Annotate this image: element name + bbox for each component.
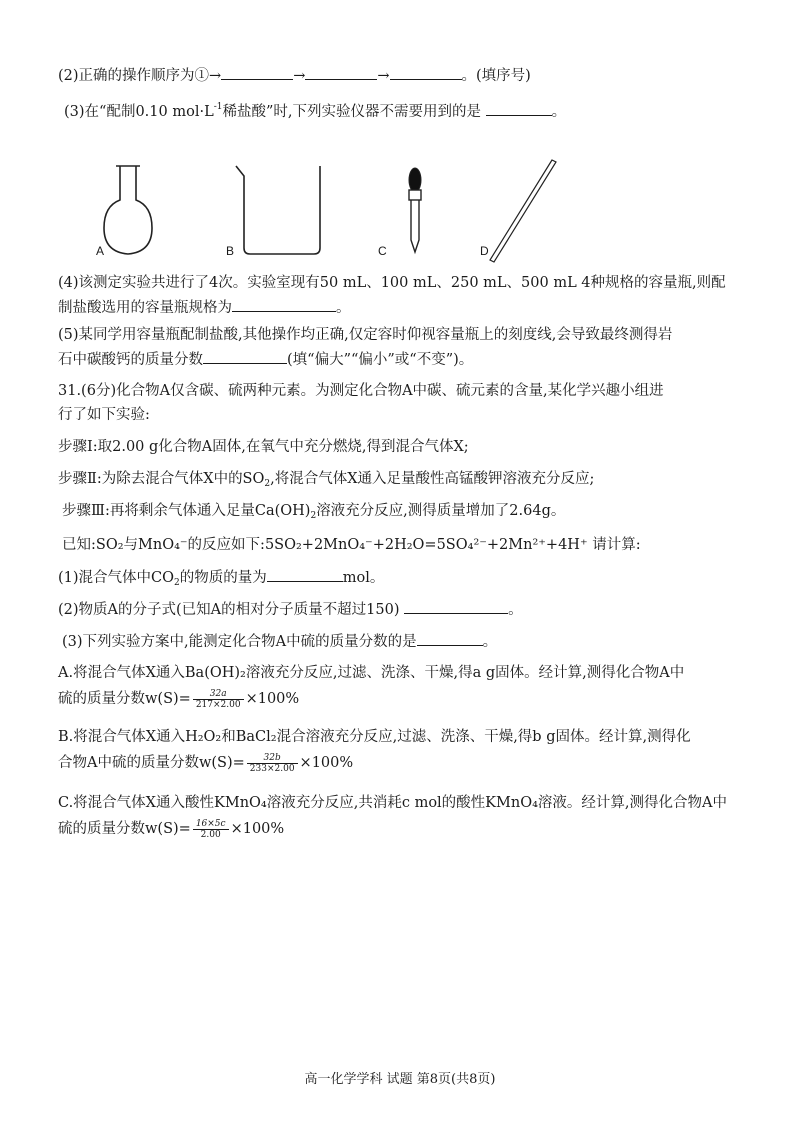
beaker-icon	[236, 166, 320, 254]
option-text: 合物A中硫的质量分数w(S)=	[58, 755, 245, 771]
option-text: A.将混合气体X通入Ba(OH)₂溶液充分反应,过滤、洗涤、干燥,得a g固体。经计算,测得化合物A中	[58, 665, 685, 681]
period: 。	[482, 634, 498, 650]
answer-blank[interactable]	[203, 348, 287, 364]
answer-blank[interactable]	[486, 100, 552, 116]
answer-blank[interactable]	[232, 296, 336, 312]
numerator: 16×5c	[193, 819, 229, 830]
part-1	[58, 566, 760, 594]
q3-text: 稀盐酸”时,下列实验仪器不需要用到的是	[222, 104, 482, 120]
answer-blank[interactable]	[390, 64, 462, 80]
answer-blank[interactable]	[305, 64, 377, 80]
question-4-line1	[58, 272, 760, 294]
volumetric-flask-icon	[104, 166, 152, 254]
denominator: 2.00	[200, 829, 221, 840]
q4-text: 制盐酸选用的容量瓶规格为	[58, 300, 232, 316]
q2-prefix: (2)正确的操作顺序为①→	[58, 68, 222, 84]
q31-text: 31.(6分)化合物A仅含碳、硫两种元素。为测定化合物A中碳、硫元素的含量,某化学兴趣小组进	[58, 383, 664, 399]
step-text: 溶液充分反应,测得质量增加了2.64g。	[316, 503, 566, 519]
option-c-line1	[58, 792, 760, 814]
subscript: 2	[174, 578, 180, 588]
step-3	[62, 500, 760, 527]
option-text: 硫的质量分数w(S)=	[58, 691, 191, 707]
period: 。	[551, 104, 567, 120]
label-c: C	[378, 244, 387, 258]
part-2	[58, 598, 760, 621]
label-b: B	[226, 244, 235, 258]
subscript: 2	[310, 511, 317, 521]
step-1	[58, 436, 760, 458]
label-d: D	[480, 244, 489, 258]
option-a-line1	[58, 662, 760, 684]
q3-text: (3)在“配制0.10 mol·L	[64, 104, 214, 120]
part-3	[62, 630, 760, 653]
apparatus-figure	[0, 148, 800, 268]
answer-blank[interactable]	[404, 598, 508, 614]
denominator: 233×2.00	[249, 763, 295, 774]
numerator: 32b	[247, 753, 298, 764]
step-text: 步骤Ⅲ:再将剩余气体通入足量Ca(OH)	[62, 503, 311, 519]
question-3	[64, 96, 760, 123]
question-31-line1	[58, 380, 760, 402]
q5-text: (5)某同学用容量瓶配制盐酸,其他操作均正确,仅定容时仰视容量瓶上的刻度线,会导致最终测得岩	[58, 327, 673, 343]
label-a: A	[96, 244, 105, 258]
q5-text: 石中碳酸钙的质量分数	[58, 352, 203, 368]
numerator: 32a	[193, 689, 244, 700]
answer-blank[interactable]	[417, 630, 483, 646]
option-b-line2	[58, 752, 760, 774]
fraction	[247, 753, 298, 774]
option-text: 硫的质量分数w(S)=	[58, 821, 191, 837]
period: 。	[508, 602, 523, 618]
option-c-line2	[58, 818, 760, 840]
glass-rod-icon	[490, 160, 556, 262]
arrow: →	[293, 68, 306, 84]
question-31-line2	[58, 404, 760, 426]
answer-blank[interactable]	[221, 64, 293, 80]
part-text: (2)物质A的分子式(已知A的相对分子质量不超过150)	[58, 602, 400, 618]
percent: ×100%	[299, 755, 354, 771]
page-footer: 高一化学学科 试题 第8页(共8页)	[304, 1072, 496, 1087]
unit: mol。	[342, 570, 385, 586]
part-text: (3)下列实验方案中,能测定化合物A中硫的质量分数的是	[62, 634, 417, 650]
percent: ×100%	[245, 691, 300, 707]
percent: ×100%	[230, 821, 285, 837]
option-a-line2	[58, 688, 760, 710]
period: 。	[336, 300, 351, 316]
part-text: 的物质的量为	[179, 570, 267, 586]
fraction	[193, 819, 229, 840]
step-2	[58, 468, 760, 495]
known-reaction	[62, 534, 760, 556]
step-text: 步骤Ⅰ:取2.00 g化合物A固体,在氧气中充分燃烧,得到混合气体X;	[58, 439, 469, 455]
part-text: (1)混合气体中CO	[58, 570, 175, 586]
subscript: 2	[264, 479, 271, 489]
superscript: -1	[213, 102, 223, 112]
denominator: 217×2.00	[195, 699, 241, 710]
fraction	[193, 689, 244, 710]
dropper-icon	[409, 168, 421, 252]
question-5-line1	[58, 324, 760, 346]
reaction-equation: 已知:SO₂与MnO₄⁻的反应如下:5SO₂+2MnO₄⁻+2H₂O=5SO₄²⁻+2Mn²⁺+4H⁺ 请计算:	[62, 537, 641, 553]
option-b-line1	[58, 726, 760, 748]
step-text: ,将混合气体X通入足量酸性高锰酸钾溶液充分反应;	[270, 471, 595, 487]
answer-blank[interactable]	[267, 566, 343, 582]
option-text: B.将混合气体X通入H₂O₂和BaCl₂混合溶液充分反应,过滤、洗涤、干燥,得b g固体。经计算,测得化	[58, 729, 691, 745]
arrow: →	[377, 68, 390, 84]
question-5-line2	[58, 348, 760, 371]
q2-suffix: 。(填序号)	[461, 68, 531, 84]
step-text: 步骤Ⅱ:为除去混合气体X中的SO	[58, 471, 265, 487]
question-2	[58, 64, 760, 87]
option-text: C.将混合气体X通入酸性KMnO₄溶液充分反应,共消耗c mol的酸性KMnO₄溶液。经计算,测得化合物A中	[58, 795, 727, 811]
question-4-line2	[58, 296, 760, 319]
q31-text: 行了如下实验:	[58, 407, 150, 423]
q4-text: (4)该测定实验共进行了4次。实验室现有50 mL、100 mL、250 mL、500 mL 4种规格的容量瓶,则配	[58, 275, 726, 291]
q5-text: (填“偏大”“偏小”或“不变”)。	[287, 352, 474, 368]
